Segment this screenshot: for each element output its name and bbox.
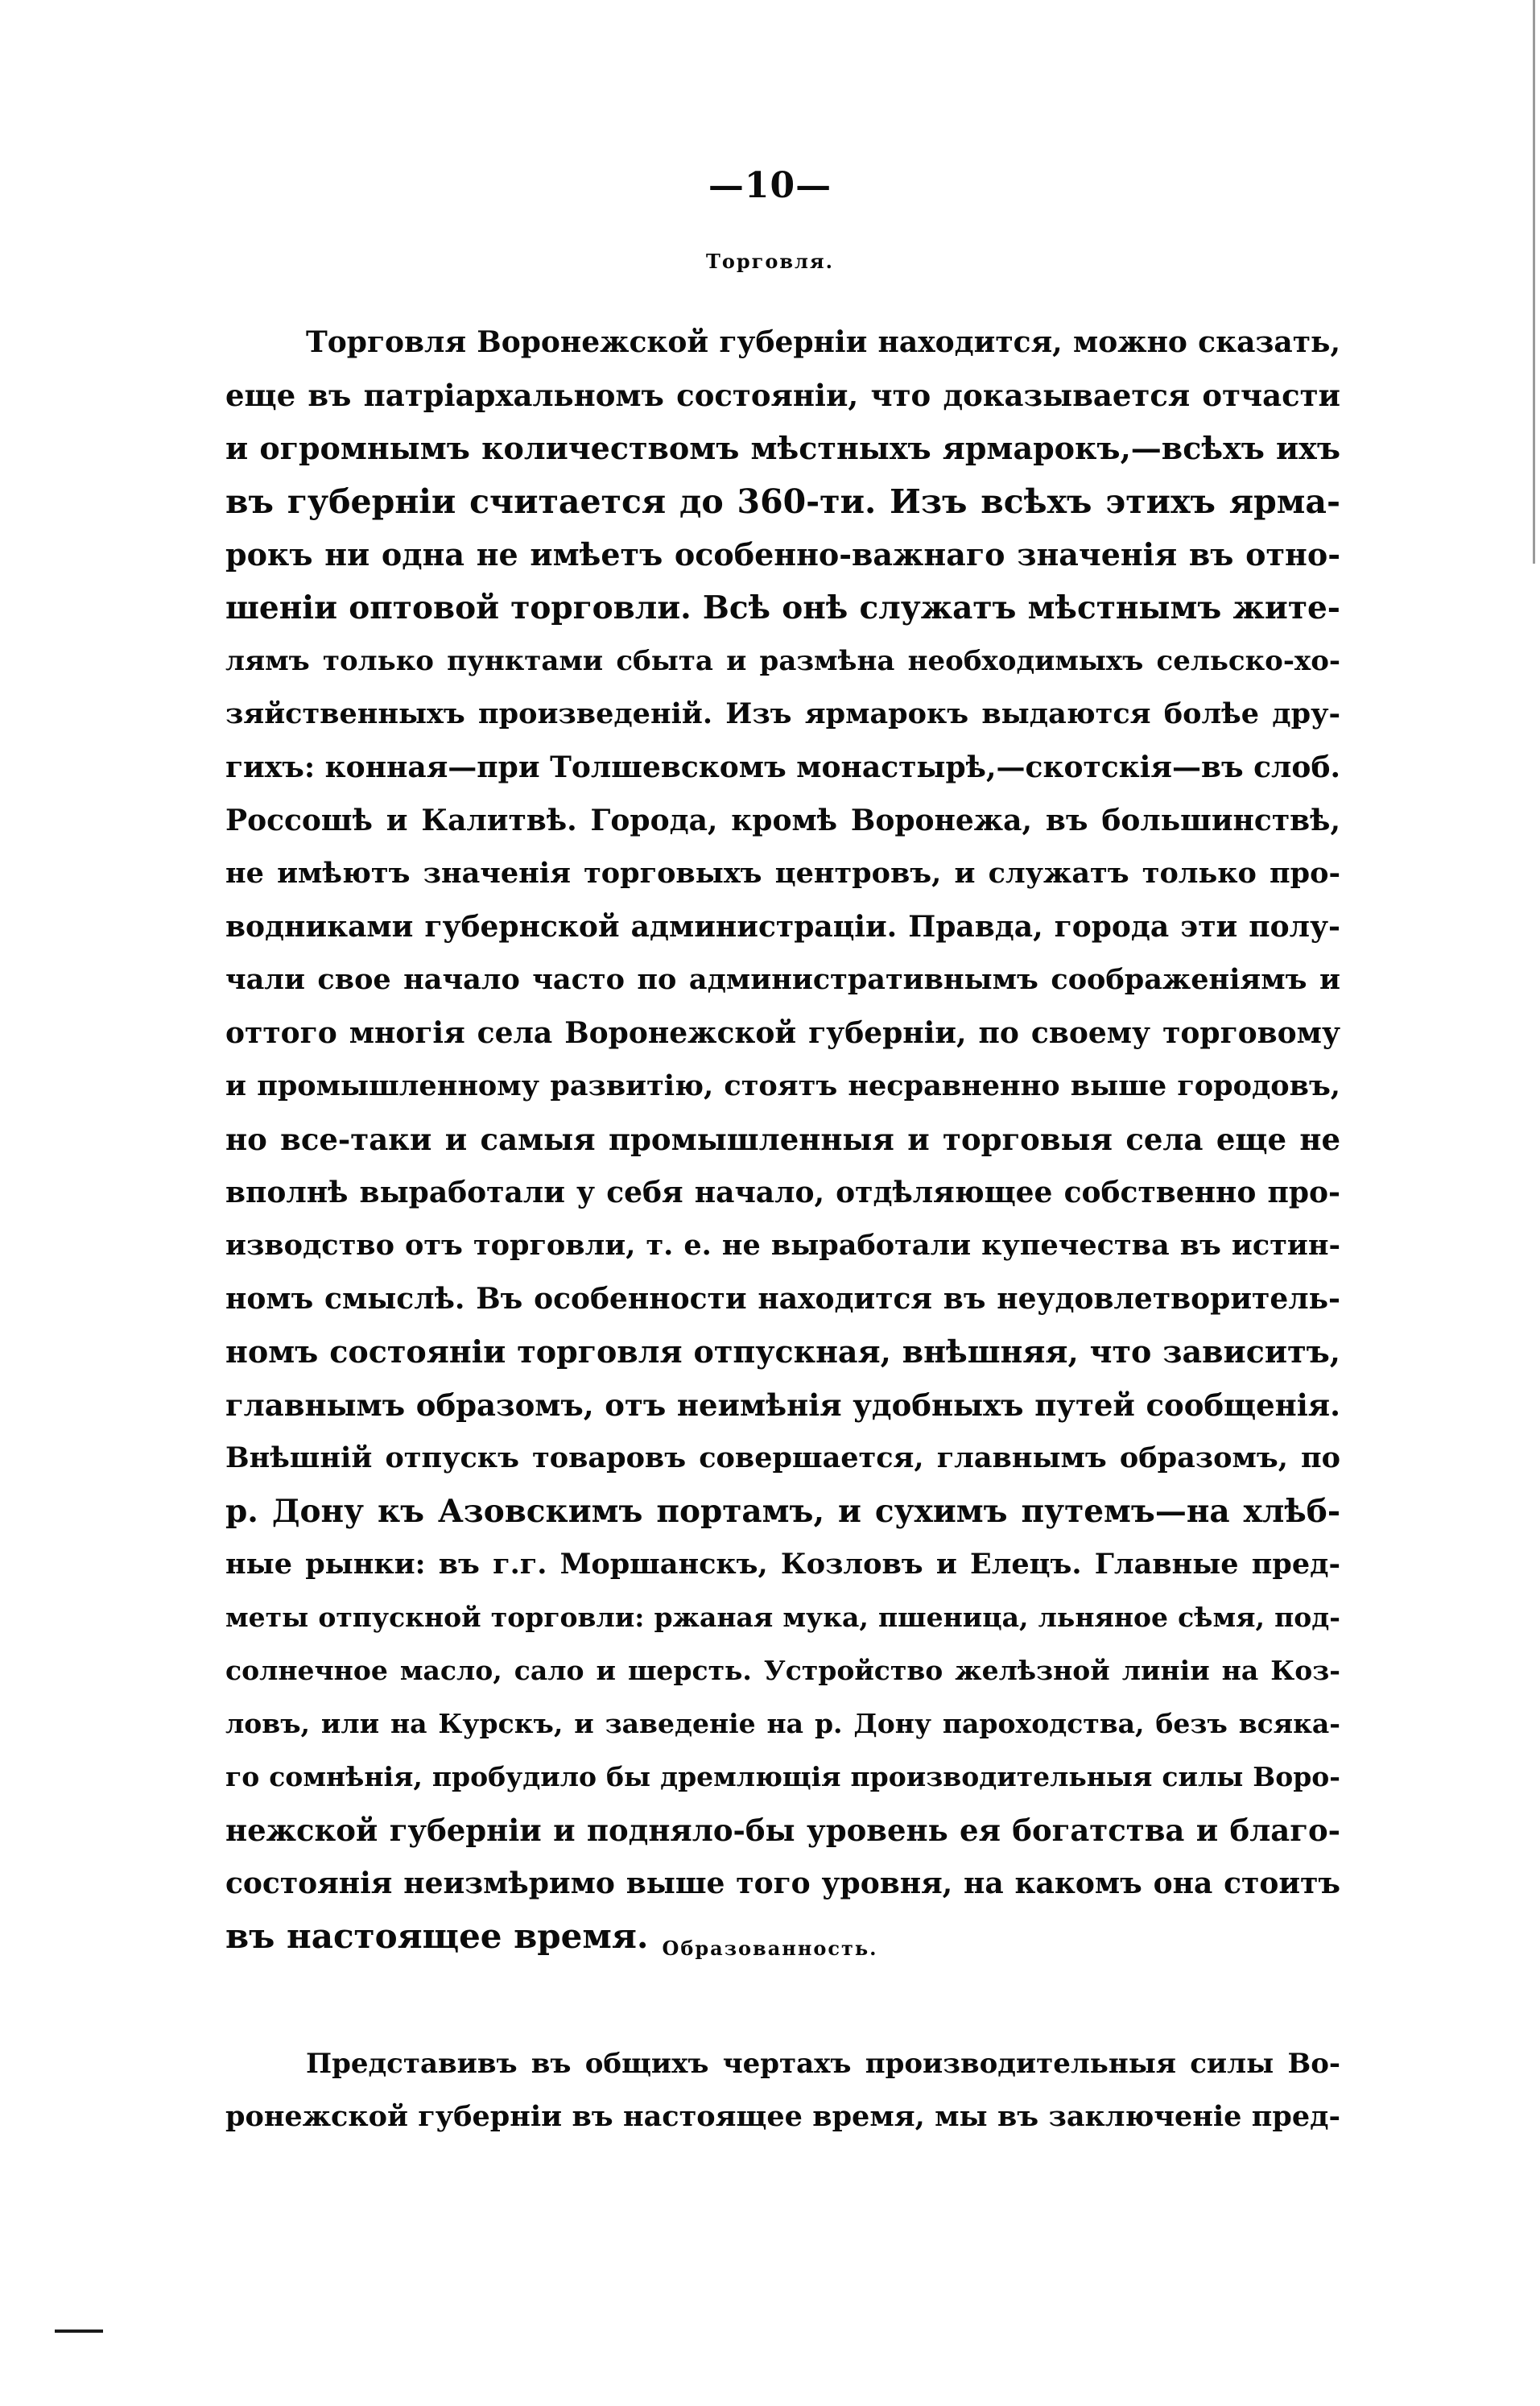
text-line: Россошѣ и Калитвѣ. Города, кромѣ Воронежа, въ большинствѣ,: [225, 804, 1340, 837]
text-line: нежской губерніи и подняло-бы уровень ея богатства и благо-: [225, 1813, 1340, 1848]
text-line: въ губерніи считается до 360-ти. Изъ всѣхъ этихъ ярма-: [225, 482, 1340, 521]
text-line: го сомнѣнія, пробудило бы дремлющія производительныя силы Воро-: [225, 1761, 1340, 1792]
text-line: главнымъ образомъ, отъ неимѣнія удобныхъ путей сообщенія.: [225, 1387, 1340, 1423]
text-line: и промышленному развитію, стоятъ несравненно выше городовъ,: [225, 1069, 1340, 1102]
text-line: Представивъ въ общихъ чертахъ производительныя силы Во-: [306, 2048, 1340, 2080]
page-number: —10—: [708, 165, 832, 206]
text-line: номъ смыслѣ. Въ особенности находится въ неудовлетворитель-: [225, 1282, 1340, 1316]
text-line: Внѣшній отпускъ товаровъ совершается, главнымъ образомъ, по: [225, 1441, 1340, 1474]
text-line: гихъ: конная—при Толшевскомъ монастырѣ,—скотскія—въ слоб.: [225, 750, 1340, 784]
text-line: ронежской губерніи въ настоящее время, мы въ заключеніе пред-: [225, 2100, 1340, 2133]
text-line: шеніи оптовой торговли. Всѣ онѣ служатъ мѣстнымъ жите-: [225, 589, 1340, 626]
text-line: оттого многія села Воронежской губерніи, по своему торговому: [225, 1016, 1340, 1050]
text-line: зяйственныхъ произведеній. Изъ ярмарокъ выдаются болѣе дру-: [225, 697, 1340, 730]
text-line: лямъ только пунктами сбыта и размѣна необходимыхъ сельско-хо-: [225, 645, 1340, 677]
text-line: и огромнымъ количествомъ мѣстныхъ ярмарокъ,—всѣхъ ихъ: [225, 430, 1340, 466]
text-line: р. Дону къ Азовскимъ портамъ, и сухимъ путемъ—на хлѣб-: [225, 1493, 1340, 1530]
text-line: номъ состояніи торговля отпускная, внѣшняя, что зависитъ,: [225, 1333, 1340, 1370]
text-line: въ настоящее время.: [225, 1916, 649, 1956]
text-line: но все-таки и самыя промышленныя и торговыя села еще не: [225, 1122, 1340, 1157]
section-title-education: Образованность.: [662, 1937, 878, 1960]
text-line: ные рынки: въ г.г. Моршанскъ, Козловъ и Елецъ. Главные пред-: [225, 1548, 1340, 1581]
text-line: ловъ, или на Курскъ, и заведеніе на р. Дону пароходства, безъ всяка-: [225, 1708, 1340, 1739]
page-edge-rule: [1533, 0, 1535, 564]
text-line: меты отпускной торговли: ржаная мука, пшеница, льняное сѣмя, под-: [225, 1602, 1340, 1633]
margin-mark: [55, 2330, 103, 2333]
paragraph-trade: [225, 316, 1340, 1963]
text-line: еще въ патріархальномъ состояніи, что доказывается отчасти: [225, 378, 1340, 413]
text-line: не имѣютъ значенія торговыхъ центровъ, и служатъ только про-: [225, 857, 1340, 890]
text-line: состоянія неизмѣримо выше того уровня, на какомъ она стоитъ: [225, 1867, 1340, 1900]
text-line: вполнѣ выработали у себя начало, отдѣляющее собственно про-: [225, 1176, 1340, 1209]
text-line: Торговля Воронежской губерніи находится, можно сказать,: [306, 325, 1340, 359]
text-line: водниками губернской администраціи. Правда, города эти полу-: [225, 910, 1340, 944]
text-line: солнечное масло, сало и шерсть. Устройство желѣзной линіи на Коз-: [225, 1655, 1340, 1686]
text-line: изводство отъ торговли, т. е. не выработали купечества въ истин-: [225, 1229, 1340, 1262]
section-title-trade: Торговля.: [705, 250, 835, 273]
text-line: чали свое начало часто по административнымъ соображеніямъ и: [225, 963, 1340, 996]
paragraph-education: [225, 2037, 1340, 2143]
text-line: рокъ ни одна не имѣетъ особенно-важнаго значенія въ отно-: [225, 536, 1340, 573]
